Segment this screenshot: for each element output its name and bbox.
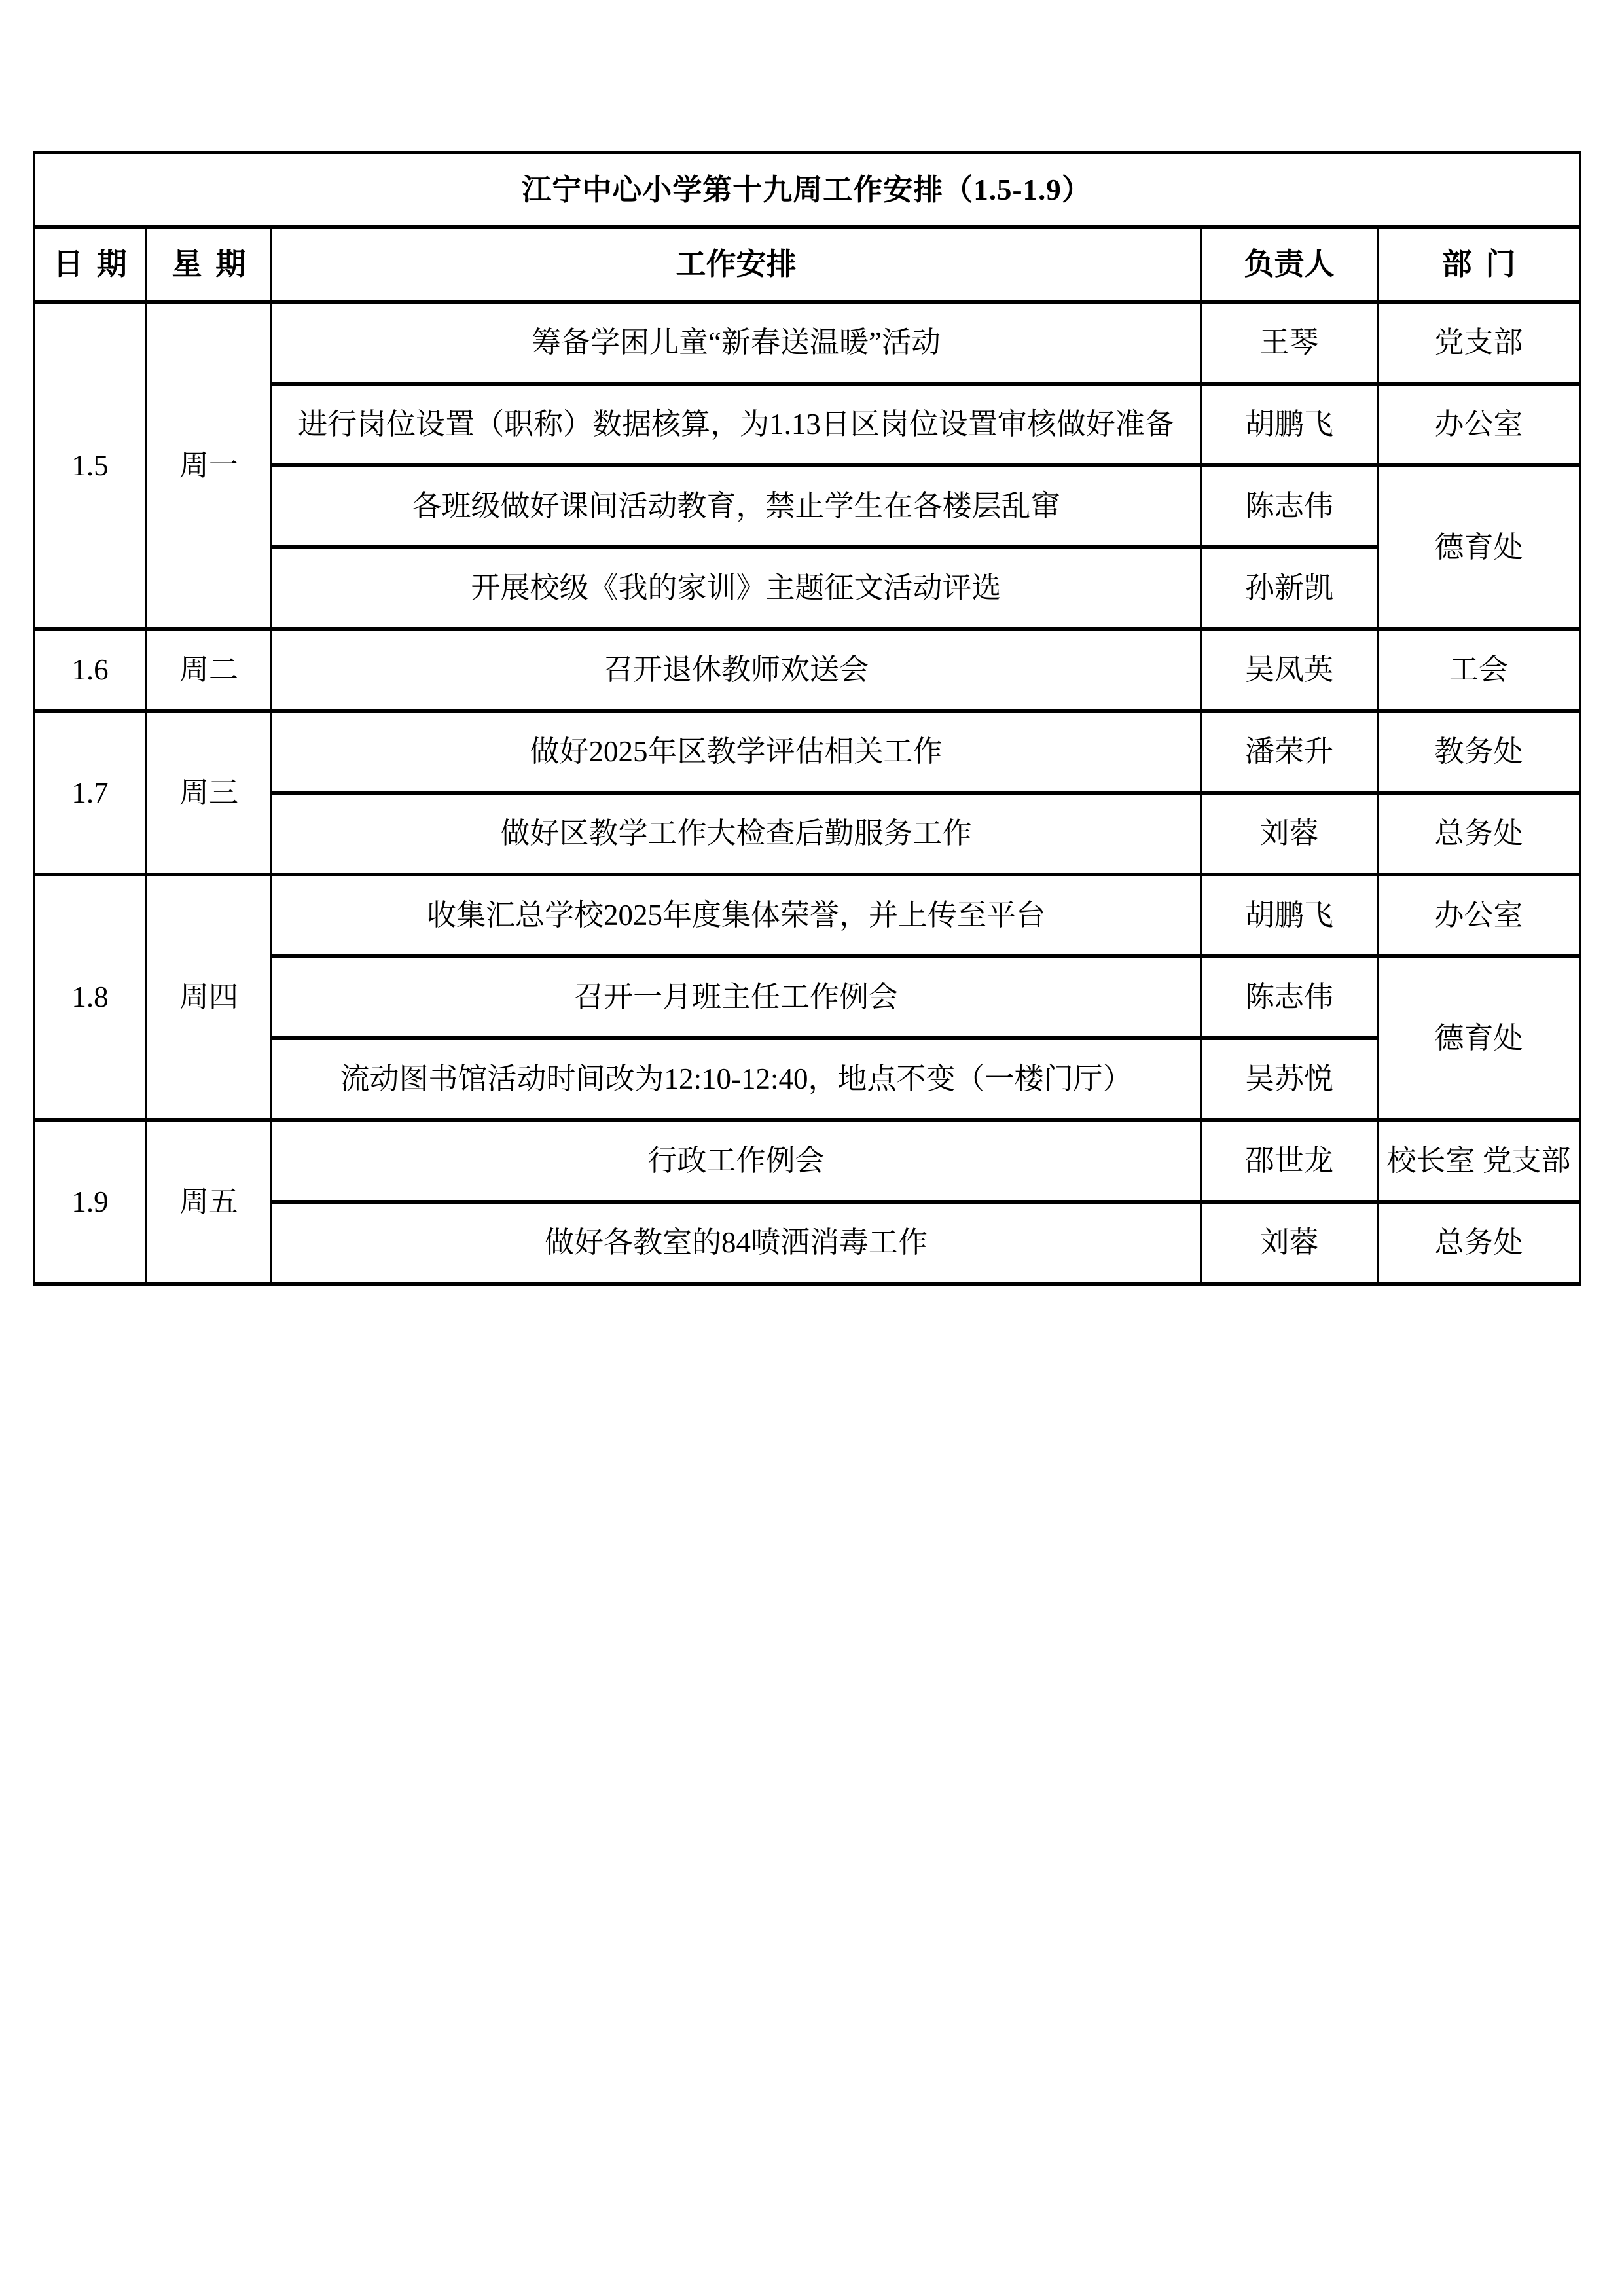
- weekday-cell: 周四: [147, 875, 272, 1120]
- owner-cell: 刘蓉: [1201, 793, 1378, 875]
- owner-cell: 潘荣升: [1201, 711, 1378, 793]
- col-header-owner: 负责人: [1201, 227, 1378, 302]
- table-row: [34, 711, 1580, 793]
- table-row: [34, 1120, 1580, 1202]
- dept-cell: 德育处: [1378, 465, 1580, 629]
- task-cell: 收集汇总学校2025年度集体荣誉，并上传至平台: [272, 875, 1201, 956]
- task-cell: 做好各教室的84喷洒消毒工作: [272, 1202, 1201, 1284]
- dept-cell: 总务处: [1378, 793, 1580, 875]
- task-cell: 行政工作例会: [272, 1120, 1201, 1202]
- task-cell: 流动图书馆活动时间改为12:10-12:40，地点不变（一楼门厅）: [272, 1038, 1201, 1120]
- dept-cell: 德育处: [1378, 956, 1580, 1120]
- task-cell: 筹备学困儿童“新春送温暖”活动: [272, 302, 1201, 384]
- weekday-cell: 周三: [147, 711, 272, 875]
- weekly-schedule-table: [33, 151, 1581, 1286]
- dept-cell: 办公室: [1378, 875, 1580, 956]
- weekday-cell: 周一: [147, 302, 272, 629]
- dept-cell: 总务处: [1378, 1202, 1580, 1284]
- owner-cell: 刘蓉: [1201, 1202, 1378, 1284]
- task-cell: 做好区教学工作大检查后勤服务工作: [272, 793, 1201, 875]
- owner-cell: 胡鹏飞: [1201, 875, 1378, 956]
- task-cell: 开展校级《我的家训》主题征文活动评选: [272, 547, 1201, 629]
- weekday-cell: 周二: [147, 629, 272, 711]
- weekday-cell: 周五: [147, 1120, 272, 1284]
- dept-cell: 工会: [1378, 629, 1580, 711]
- dept-cell: 教务处: [1378, 711, 1580, 793]
- table-row: [34, 302, 1580, 384]
- task-cell: 召开一月班主任工作例会: [272, 956, 1201, 1038]
- owner-cell: 邵世龙: [1201, 1120, 1378, 1202]
- owner-cell: 胡鹏飞: [1201, 384, 1378, 465]
- owner-cell: 孙新凯: [1201, 547, 1378, 629]
- owner-cell: 吴苏悦: [1201, 1038, 1378, 1120]
- owner-cell: 陈志伟: [1201, 956, 1378, 1038]
- owner-cell: 吴凤英: [1201, 629, 1378, 711]
- dept-cell: 校长室 党支部: [1378, 1120, 1580, 1202]
- task-cell: 做好2025年区教学评估相关工作: [272, 711, 1201, 793]
- table-title: 江宁中心小学第十九周工作安排（1.5-1.9）: [34, 153, 1580, 227]
- task-cell: 进行岗位设置（职称）数据核算，为1.13日区岗位设置审核做好准备: [272, 384, 1201, 465]
- col-header-task: 工作安排: [272, 227, 1201, 302]
- table-row: [34, 629, 1580, 711]
- owner-cell: 陈志伟: [1201, 465, 1378, 547]
- col-header-date: 日期: [34, 227, 147, 302]
- date-cell: 1.7: [34, 711, 147, 875]
- owner-cell: 王琴: [1201, 302, 1378, 384]
- table-row: [34, 875, 1580, 956]
- task-cell: 各班级做好课间活动教育，禁止学生在各楼层乱窜: [272, 465, 1201, 547]
- date-cell: 1.9: [34, 1120, 147, 1284]
- dept-cell: 办公室: [1378, 384, 1580, 465]
- col-header-weekday: 星期: [147, 227, 272, 302]
- date-cell: 1.6: [34, 629, 147, 711]
- col-header-dept: 部门: [1378, 227, 1580, 302]
- date-cell: 1.8: [34, 875, 147, 1120]
- dept-cell: 党支部: [1378, 302, 1580, 384]
- task-cell: 召开退休教师欢送会: [272, 629, 1201, 711]
- date-cell: 1.5: [34, 302, 147, 629]
